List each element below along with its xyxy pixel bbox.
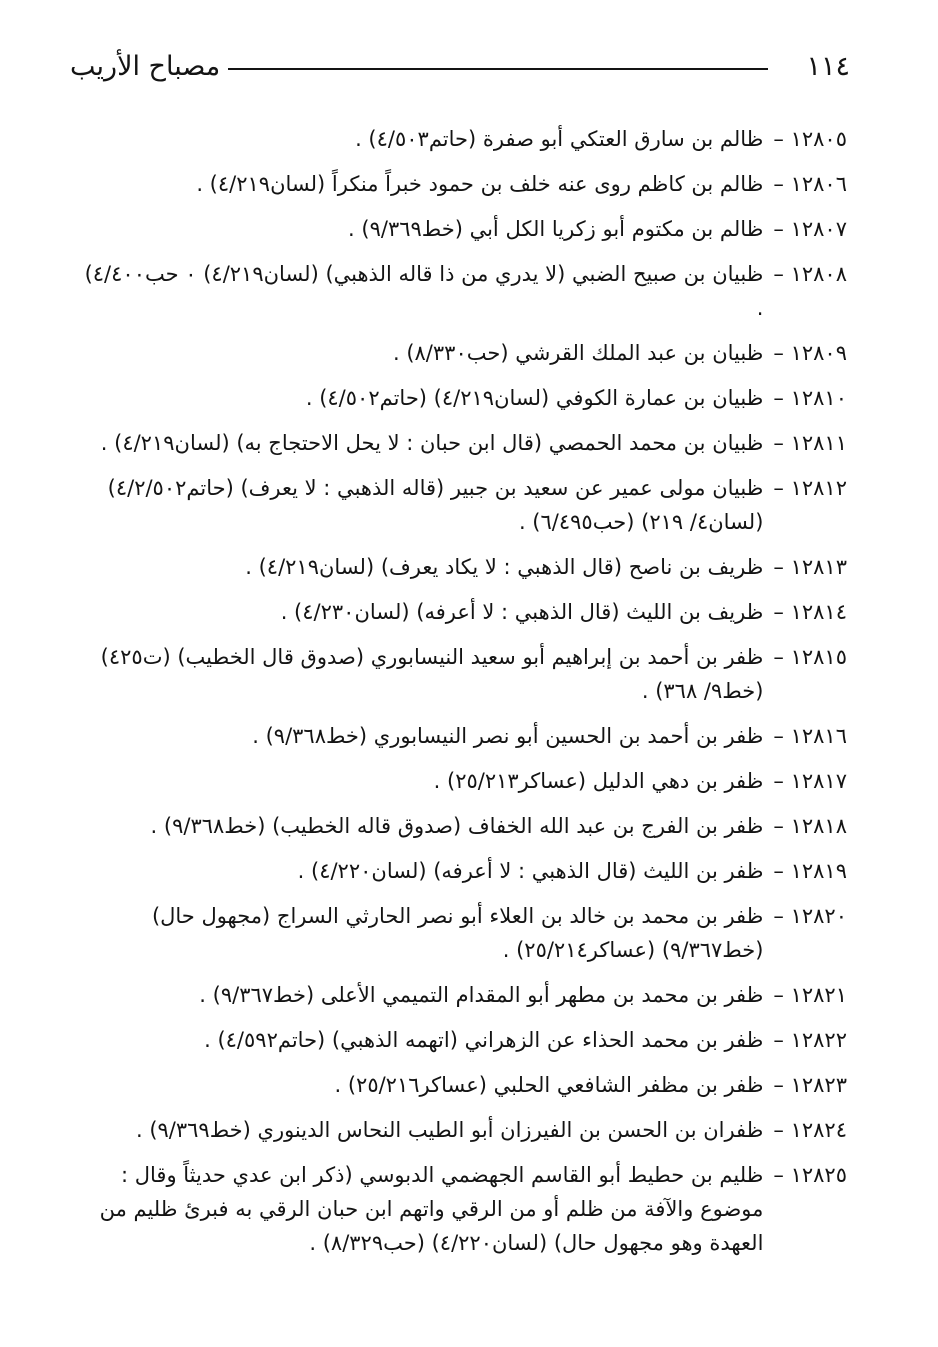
entry-text: ظالم بن كاظم روى عنه خلف بن حمود خبراً منكراً (لسان٤/٢١٩) . — [196, 172, 764, 196]
entry-item — [72, 595, 847, 629]
entry-item — [72, 212, 847, 246]
entry-text: ظريف بن ناصح (قال الذهبي : لا يكاد يعرف) (لسان٤/٢١٩) . — [245, 555, 764, 579]
entry-item — [72, 550, 847, 584]
entry-number: ١٢٨٢٤ – — [773, 1118, 847, 1142]
entry-text: ظفر بن محمد الحذاء عن الزهراني (اتهمه الذهبي) (حاتم٤/٥٩٢) . — [204, 1028, 764, 1052]
entry-text: ظفر بن محمد بن مطهر أبو المقدام التميمي الأعلى (خط٩/٣٦٧) . — [199, 983, 764, 1007]
entry-item — [72, 719, 847, 753]
entry-text: ظبيان بن صبيح الضبي (لا يدري من ذا قاله الذهبي) (لسان٤/٢١٩) ٠ حب٤/٤٠٠) . — [84, 262, 764, 320]
entry-number: ١٢٨١٥ – — [773, 645, 847, 669]
entry-item — [72, 426, 847, 460]
entry-text: ظالم بن سارق العتكي أبو صفرة (حاتم٤/٥٠٣) . — [355, 127, 764, 151]
entry-text: ظفران بن الحسن بن الفيرزان أبو الطيب النحاس الدينوري (خط٩/٣٦٩) . — [135, 1118, 764, 1142]
entry-number: ١٢٨٠٥ – — [773, 127, 847, 151]
entry-number: ١٢٨٠٩ – — [773, 341, 847, 365]
entry-number: ١٢٨١١ – — [773, 431, 847, 455]
entry-number: ١٢٨٢١ – — [773, 983, 847, 1007]
entry-item — [72, 978, 847, 1012]
entry-text: ظفر بن مظفر الشافعي الحلبي (عساكر٢٥/٢١٦) . — [334, 1073, 764, 1097]
entry-number: ١٢٨١٠ – — [773, 386, 847, 410]
entry-item — [72, 1068, 847, 1102]
entry-item — [72, 809, 847, 843]
entry-item — [72, 257, 847, 325]
entry-number: ١٢٨٢٣ – — [773, 1073, 847, 1097]
entry-number: ١٢٨٠٨ – — [773, 262, 847, 286]
entry-item — [72, 336, 847, 370]
entry-number: ١٢٨١٣ – — [773, 555, 847, 579]
entry-text: ظبيان بن محمد الحمصي (قال ابن حبان : لا يحل الاحتجاج به) (لسان٤/٢١٩) . — [100, 431, 764, 455]
entry-item — [72, 1113, 847, 1147]
header-rule — [228, 68, 768, 70]
entry-text: ظريف بن الليث (قال الذهبي : لا أعرفه) (لسان٤/٢٣٠) . — [280, 600, 764, 624]
entry-text: ظفر بن محمد بن خالد بن العلاء أبو نصر الحارثي السراج (مجهول حال) (خط٩/٣٦٧) (عساكر٢٥/٢١٤) . — [151, 904, 764, 962]
entry-number: ١٢٨١٧ – — [773, 769, 847, 793]
entry-number: ١٢٨٠٦ – — [773, 172, 847, 196]
entry-text: ظالم بن مكتوم أبو زكريا الكل أبي (خط٩/٣٦٩) . — [348, 217, 764, 241]
entry-item — [72, 640, 847, 708]
entry-item — [72, 854, 847, 888]
entry-item — [72, 899, 847, 967]
entry-text: ظبيان بن عمارة الكوفي (لسان٤/٢١٩) (حاتم٤/٥٠٢) . — [305, 386, 764, 410]
book-title: مصباح الأريب — [70, 51, 221, 82]
entry-text: ظبيان مولى عمير عن سعيد بن جبير (قاله الذهبي : لا يعرف) (حاتم٤/٢/٥٠٢) (لسان٤/ ٢١٩) (حب٦/٤٩٥) . — [107, 476, 764, 534]
entry-number: ١٢٨١٢ – — [773, 476, 847, 500]
entry-text: ظفر بن أحمد بن إبراهيم أبو سعيد النيسابوري (صدوق قال الخطيب) (ت٤٢٥) (خط٩/ ٣٦٨) . — [100, 645, 764, 703]
entry-text: ظفر بن الفرج بن عبد الله الخفاف (صدوق قاله الخطيب) (خط٩/٣٦٨) . — [150, 814, 764, 838]
entry-number: ١٢٨٢٠ – — [773, 904, 847, 928]
entry-item — [72, 471, 847, 539]
entry-text: ظفر بن أحمد بن الحسين أبو نصر النيسابوري (خط٩/٣٦٨) . — [252, 724, 764, 748]
entry-list — [72, 122, 847, 1271]
entry-number: ١٢٨١٨ – — [773, 814, 847, 838]
entry-item — [72, 122, 847, 156]
entry-number: ١٢٨١٦ – — [773, 724, 847, 748]
entry-number: ١٢٨١٩ – — [773, 859, 847, 883]
entry-number: ١٢٨٢٥ – — [773, 1163, 847, 1187]
entry-item — [72, 1023, 847, 1057]
entry-item — [72, 764, 847, 798]
entry-item — [72, 167, 847, 201]
entry-item — [72, 1158, 847, 1260]
entry-number: ١٢٨١٤ – — [773, 600, 847, 624]
page-number: ١١٤ — [806, 51, 850, 82]
entry-text: ظفر بن الليث (قال الذهبي : لا أعرفه) (لسان٤/٢٢٠) . — [297, 859, 764, 883]
entry-text: ظليم بن حطيط أبو القاسم الجهضمي الدبوسي (ذكر ابن عدي حديثاً وقال : موضوع والآفة من ظلم أو من الرقي واتهم ابن حبان الرقي به فبرئ ظليم من العهدة وهو مجهول حال) (لسان٤/٢٢٠) (حب٨/٣٢٩) . — [99, 1163, 764, 1255]
entry-text: ظبيان بن عبد الملك القرشي (حب٨/٣٣٠) . — [392, 341, 764, 365]
page-header — [70, 44, 850, 92]
entry-number: ١٢٨٠٧ – — [773, 217, 847, 241]
entry-number: ١٢٨٢٢ – — [773, 1028, 847, 1052]
entry-text: ظفر بن دهي الدليل (عساكر٢٥/٢١٣) . — [433, 769, 764, 793]
entry-item — [72, 381, 847, 415]
